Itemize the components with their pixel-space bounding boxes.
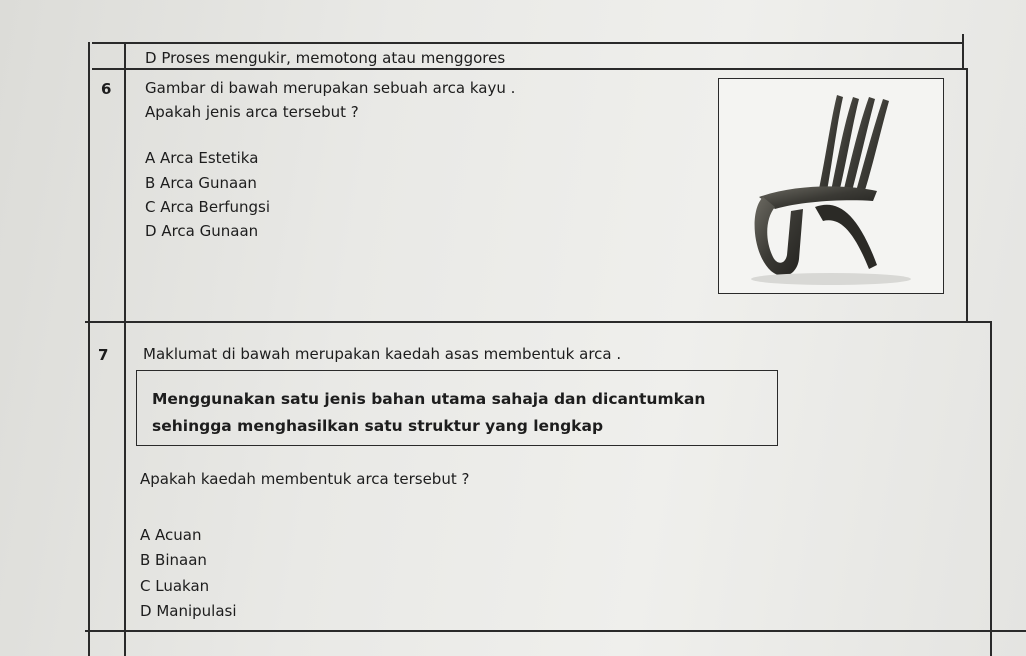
table-top-border [92, 42, 962, 44]
table-bottom-border [85, 630, 1026, 632]
q6-option-a: A Arca Estetika [145, 149, 259, 167]
q7-option-b: B Binaan [140, 551, 207, 569]
q6-option-b: B Arca Gunaan [145, 174, 257, 192]
q7-number: 7 [98, 346, 109, 364]
table-right-border-mid [966, 68, 968, 322]
q6-stem: Gambar di bawah merupakan sebuah arca kayu . [145, 79, 516, 97]
q6-option-d: D Arca Gunaan [145, 222, 259, 240]
q7-info-line1: Menggunakan satu jenis bahan utama sahaja dan dicantumkan [152, 390, 706, 408]
chair-sculpture-icon [719, 79, 943, 293]
row7-top-border [85, 321, 990, 323]
q7-option-c: C Luakan [140, 577, 210, 595]
wooden-chair-image [718, 78, 944, 294]
table-right-border-low [990, 321, 992, 656]
table-right-border [962, 34, 964, 70]
row6-top-border [92, 68, 967, 70]
q7-info-line2: sehingga menghasilkan satu struktur yang lengkap [152, 417, 604, 435]
q7-question: Apakah kaedah membentuk arca tersebut ? [140, 470, 470, 488]
q7-stem: Maklumat di bawah merupakan kaedah asas membentuk arca . [143, 345, 622, 363]
q6-number: 6 [101, 80, 112, 98]
column-divider [124, 42, 126, 656]
q7-option-d: D Manipulasi [140, 602, 237, 620]
q6-option-c: C Arca Berfungsi [145, 198, 271, 216]
q7-option-a: A Acuan [140, 526, 202, 544]
prev-option-d: D Proses mengukir, memotong atau menggores [145, 49, 506, 67]
q6-question: Apakah jenis arca tersebut ? [145, 103, 359, 121]
table-left-border [88, 42, 90, 656]
